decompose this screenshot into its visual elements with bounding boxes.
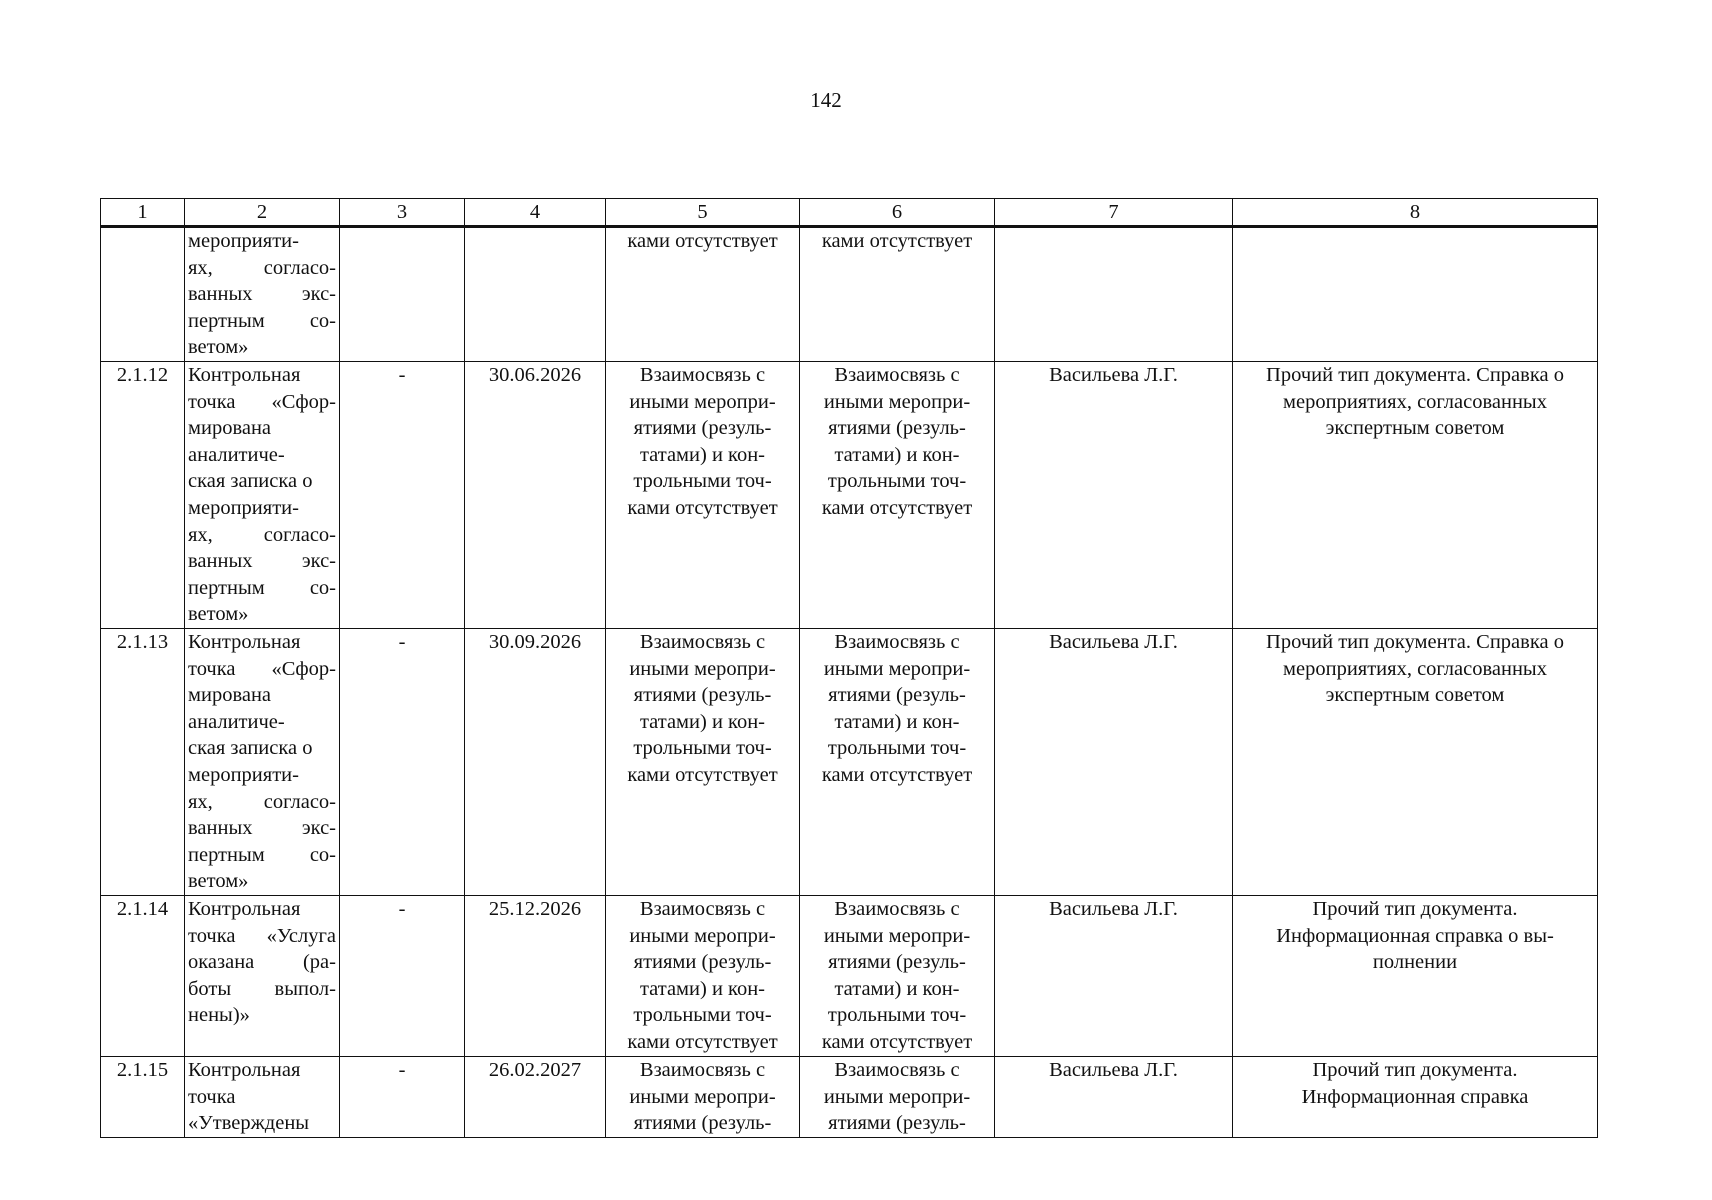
plan-table bbox=[100, 198, 1598, 1138]
event-name-cell bbox=[185, 227, 340, 362]
row-number-cell: 2.1.15 bbox=[101, 1056, 185, 1137]
col3-cell bbox=[340, 227, 465, 362]
event-name-cell bbox=[185, 628, 340, 895]
cell-line: ская записка о bbox=[188, 470, 313, 493]
responsible-cell: Васильева Л.Г. bbox=[995, 895, 1233, 1056]
document-type-cell bbox=[1233, 361, 1598, 628]
cell-line: трольными точ- bbox=[633, 737, 772, 760]
cell-line: ками отсутствует bbox=[627, 1030, 778, 1053]
cell-line: ками отсутствует bbox=[821, 763, 973, 786]
cell-line: Прочий тип документа. Справка о bbox=[1266, 630, 1564, 653]
table-row bbox=[101, 227, 1598, 362]
cell-line: иными меропри- bbox=[629, 1085, 776, 1108]
header-cell: 3 bbox=[340, 199, 465, 227]
header-cell: 5 bbox=[606, 199, 800, 227]
event-name-cell bbox=[185, 895, 340, 1056]
date-cell bbox=[465, 227, 606, 362]
table-body bbox=[101, 227, 1598, 1138]
col3-cell: - bbox=[340, 1056, 465, 1137]
cell-line: трольными точ- bbox=[827, 737, 967, 760]
table-row bbox=[101, 361, 1598, 628]
cell-line: Прочий тип документа. bbox=[1312, 1058, 1518, 1081]
relation-cell bbox=[606, 361, 800, 628]
date-cell: 30.06.2026 bbox=[465, 361, 606, 628]
event-name-cell bbox=[185, 361, 340, 628]
cell-line: иными меропри- bbox=[629, 390, 776, 413]
cell-line: иными меропри- bbox=[823, 390, 971, 413]
cell-line: мирована bbox=[188, 684, 272, 707]
cell-line: иными меропри- bbox=[629, 657, 776, 680]
cell-line: Контрольная bbox=[188, 1058, 301, 1081]
cell-line: мирована bbox=[188, 417, 272, 440]
cell-line: Информационная справка о вы- bbox=[1276, 924, 1554, 947]
cell-line: татами) и кон- bbox=[639, 443, 766, 466]
cell-line: ками отсутствует bbox=[627, 496, 778, 519]
cell-line: Взаимосвязь с bbox=[639, 630, 766, 653]
cell-line: полнении bbox=[1372, 951, 1458, 974]
cell-line: ванных экс- bbox=[188, 283, 336, 306]
cell-line: ками отсутствует bbox=[821, 230, 973, 252]
cell-line: оказана (ра- bbox=[188, 951, 336, 974]
cell-line: мероприятиях, согласованных bbox=[1283, 657, 1547, 680]
relation-cell bbox=[606, 227, 800, 362]
cell-line: Взаимосвязь с bbox=[834, 897, 960, 920]
cell-line: Взаимосвязь с bbox=[639, 897, 766, 920]
col3-cell: - bbox=[340, 895, 465, 1056]
col3-cell: - bbox=[340, 628, 465, 895]
cell-line: ятиями (резуль- bbox=[633, 951, 772, 974]
cell-line: аналитиче- bbox=[188, 710, 285, 733]
cell-line: татами) и кон- bbox=[834, 710, 960, 733]
cell-line: татами) и кон- bbox=[834, 977, 960, 1000]
cell-line: Прочий тип документа. Справка о bbox=[1266, 363, 1564, 386]
header-cell: 7 bbox=[995, 199, 1233, 227]
cell-line: татами) и кон- bbox=[639, 710, 766, 733]
relation-cell bbox=[606, 1056, 800, 1137]
document-type-cell bbox=[1233, 227, 1598, 362]
table-row bbox=[101, 895, 1598, 1056]
table-row bbox=[101, 628, 1598, 895]
cell-line: экспертным советом bbox=[1325, 417, 1505, 440]
cell-line: пертным со- bbox=[188, 309, 336, 332]
relation-cell bbox=[606, 628, 800, 895]
row-number-cell: 2.1.14 bbox=[101, 895, 185, 1056]
relation-cell bbox=[800, 227, 995, 362]
cell-line: Контрольная bbox=[188, 897, 301, 920]
cell-line: трольными точ- bbox=[633, 470, 772, 493]
header-cell: 6 bbox=[800, 199, 995, 227]
cell-line: мероприятиях, согласованных bbox=[1283, 390, 1547, 413]
relation-cell bbox=[800, 895, 995, 1056]
row-number-cell bbox=[101, 227, 185, 362]
event-name-cell bbox=[185, 1056, 340, 1137]
cell-line: точка «Сфор- bbox=[188, 657, 336, 680]
cell-line: Взаимосвязь с bbox=[834, 1058, 960, 1081]
cell-line: мероприяти- bbox=[188, 763, 299, 786]
header-cell: 1 bbox=[101, 199, 185, 227]
cell-line: мероприяти- bbox=[188, 496, 299, 519]
cell-line: Контрольная bbox=[188, 363, 301, 386]
cell-line: ветом» bbox=[188, 336, 249, 359]
cell-line: ветом» bbox=[188, 870, 249, 893]
cell-line: иными меропри- bbox=[823, 657, 971, 680]
cell-line: ванных экс- bbox=[188, 817, 336, 840]
relation-cell bbox=[800, 1056, 995, 1137]
row-number-cell: 2.1.13 bbox=[101, 628, 185, 895]
cell-line: ятиями (резуль- bbox=[633, 417, 772, 440]
cell-line: боты выпол- bbox=[188, 977, 336, 1000]
document-type-cell bbox=[1233, 895, 1598, 1056]
cell-line: татами) и кон- bbox=[834, 443, 960, 466]
cell-line: ятиями (резуль- bbox=[828, 1112, 966, 1135]
cell-line: ях, согласо- bbox=[188, 790, 336, 813]
cell-line: ками отсутствует bbox=[821, 496, 973, 519]
cell-line: «Утверждены bbox=[188, 1112, 310, 1135]
cell-line: ятиями (резуль- bbox=[828, 951, 966, 974]
cell-line: ятиями (резуль- bbox=[633, 1112, 772, 1135]
table-row bbox=[101, 1056, 1598, 1137]
page-number: 142 bbox=[810, 88, 842, 112]
cell-line: ская записка о bbox=[188, 737, 313, 760]
cell-line: ятиями (резуль- bbox=[633, 684, 772, 707]
cell-line: Взаимосвязь с bbox=[639, 363, 766, 386]
cell-line: ками отсутствует bbox=[627, 230, 778, 252]
responsible-cell: Васильева Л.Г. bbox=[995, 361, 1233, 628]
cell-line: ях, согласо- bbox=[188, 256, 336, 279]
cell-line: точка bbox=[188, 1085, 236, 1108]
responsible-cell: Васильева Л.Г. bbox=[995, 1056, 1233, 1137]
cell-line: пертным со- bbox=[188, 843, 336, 866]
cell-line: Информационная справка bbox=[1301, 1085, 1529, 1108]
date-cell: 30.09.2026 bbox=[465, 628, 606, 895]
date-cell: 26.02.2027 bbox=[465, 1056, 606, 1137]
cell-line: ятиями (резуль- bbox=[828, 684, 966, 707]
row-number-cell: 2.1.12 bbox=[101, 361, 185, 628]
cell-line: трольными точ- bbox=[827, 1004, 967, 1027]
cell-line: Контрольная bbox=[188, 630, 301, 653]
cell-line: Взаимосвязь с bbox=[834, 363, 960, 386]
header-row bbox=[101, 199, 1598, 227]
relation-cell bbox=[606, 895, 800, 1056]
header-cell: 8 bbox=[1233, 199, 1598, 227]
responsible-cell: Васильева Л.Г. bbox=[995, 628, 1233, 895]
cell-line: ятиями (резуль- bbox=[828, 417, 966, 440]
cell-line: ях, согласо- bbox=[188, 523, 336, 546]
date-cell: 25.12.2026 bbox=[465, 895, 606, 1056]
cell-line: экспертным советом bbox=[1325, 684, 1505, 707]
cell-line: татами) и кон- bbox=[639, 977, 766, 1000]
relation-cell bbox=[800, 361, 995, 628]
cell-line: иными меропри- bbox=[823, 1085, 971, 1108]
header-cell: 2 bbox=[185, 199, 340, 227]
cell-line: трольными точ- bbox=[827, 470, 967, 493]
cell-line: мероприяти- bbox=[188, 230, 299, 252]
cell-line: аналитиче- bbox=[188, 443, 285, 466]
cell-line: иными меропри- bbox=[823, 924, 971, 947]
cell-line: ванных экс- bbox=[188, 550, 336, 573]
cell-line: точка «Услуга bbox=[188, 924, 336, 947]
cell-line: Прочий тип документа. bbox=[1312, 897, 1518, 920]
cell-line: иными меропри- bbox=[629, 924, 776, 947]
cell-line: нены)» bbox=[188, 1004, 250, 1027]
cell-line: ками отсутствует bbox=[627, 763, 778, 786]
document-type-cell bbox=[1233, 1056, 1598, 1137]
cell-line: пертным со- bbox=[188, 576, 336, 599]
col3-cell: - bbox=[340, 361, 465, 628]
cell-line: Взаимосвязь с bbox=[834, 630, 960, 653]
responsible-cell bbox=[995, 227, 1233, 362]
cell-line: Взаимосвязь с bbox=[639, 1058, 766, 1081]
document-type-cell bbox=[1233, 628, 1598, 895]
cell-line: ветом» bbox=[188, 603, 249, 626]
cell-line: точка «Сфор- bbox=[188, 390, 336, 413]
cell-line: трольными точ- bbox=[633, 1004, 772, 1027]
header-cell: 4 bbox=[465, 199, 606, 227]
cell-line: ками отсутствует bbox=[821, 1030, 973, 1053]
relation-cell bbox=[800, 628, 995, 895]
